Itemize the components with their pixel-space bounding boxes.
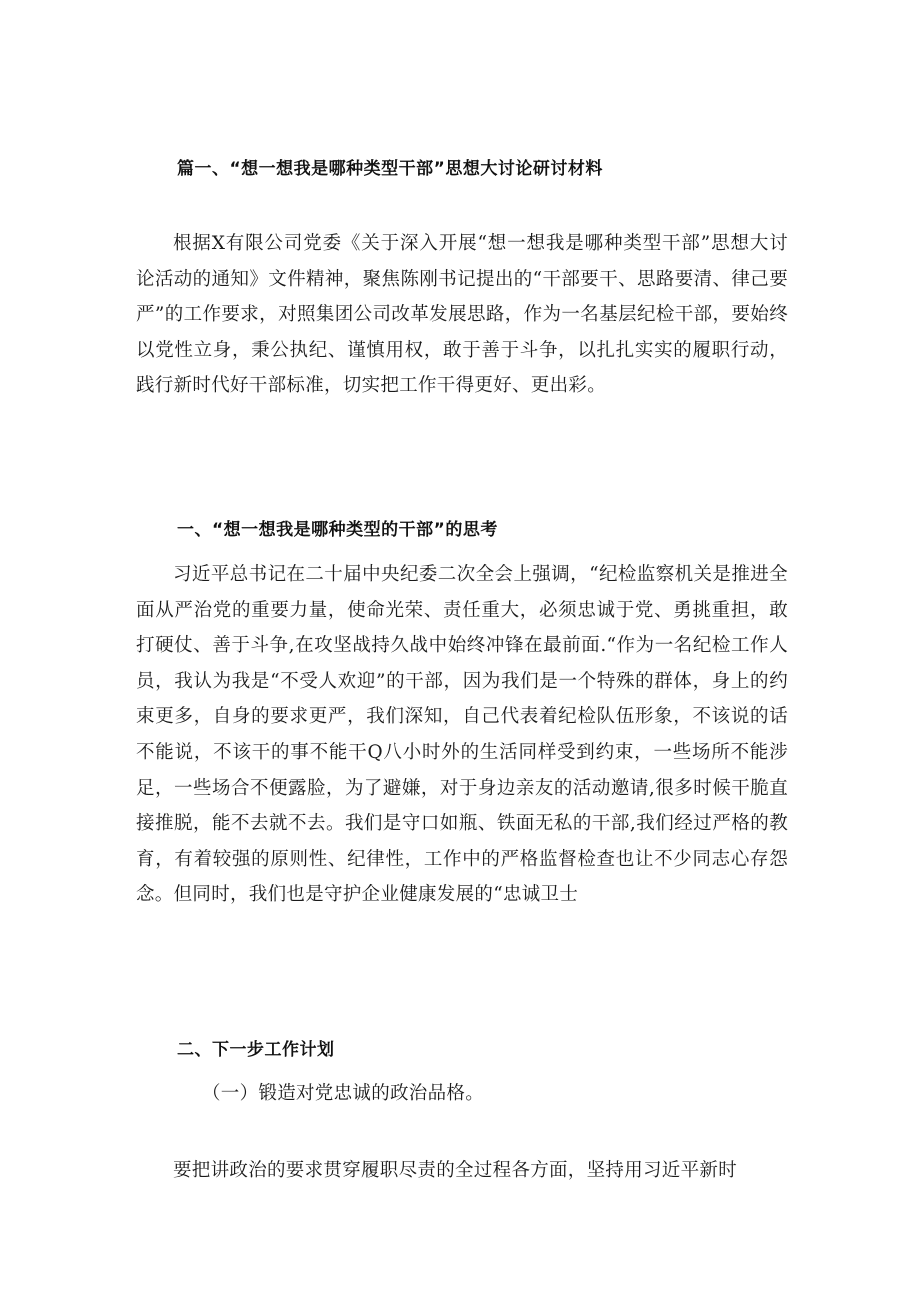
section2-paragraph: 要把讲政治的要求贯穿履职尽责的全过程各方面，坚持用习近平新时 <box>173 1160 738 1181</box>
section1-heading: 一、“想一想我是哪种类型的干部”的思考 <box>177 520 498 540</box>
intro-paragraph: 根据X有限公司党委《关于深入开展“想一想我是哪种类型干部”思想大讨论活动的通知》文件精神，聚焦陈刚书记提出的“干部要干、思路要清、律己要严”的工作要求，对照集团公司改革发展思路，作为一名基层纪检干部，要始终以党性立身，秉公执纪、谨慎用权，敢于善于斗争，以扎扎实实的履职行动，践行新时代好干部标准，切实把工作干得更好、更出彩。 <box>136 233 788 397</box>
document-title: 篇一、“想一想我是哪种类型干部”思想大讨论研讨材料 <box>177 159 603 179</box>
section1-paragraph: 习近平总书记在二十届中央纪委二次全会上强调，“纪检监察机关是推进全面从严治党的重要力量，使命光荣、责任重大，必须忠诚于党、勇挑重担，敢打硬仗、善于斗争,在攻坚战持久战中始终冲锋在最前面.“作为一名纪检工作人员，我认为我是“不受人欢迎”的干部，因为我们是一个特殊的群体，身上的约束更多，自身的要求更严，我们深知，自己代表着纪检队伍形象，不该说的话不能说，不该干的事不能干Q八小时外的生活同样受到约束，一些场所不能涉足，一些场合不便露脸，为了避嫌，对于身边亲友的活动邀请,很多时候干脆直接推脱，能不去就不去。我们是守口如瓶、铁面无私的干部,我们经过严格的教育，有着较强的原则性、纪律性，工作中的严格监督检查也让不少同志心存怨念。但同时，我们也是守护企业健康发展的“忠诚卫士 <box>136 564 788 906</box>
section2-heading: 二、下一步工作计划 <box>177 1040 335 1060</box>
section2-subheading-1: （一）锻造对党忠诚的政治品格。 <box>202 1083 485 1104</box>
